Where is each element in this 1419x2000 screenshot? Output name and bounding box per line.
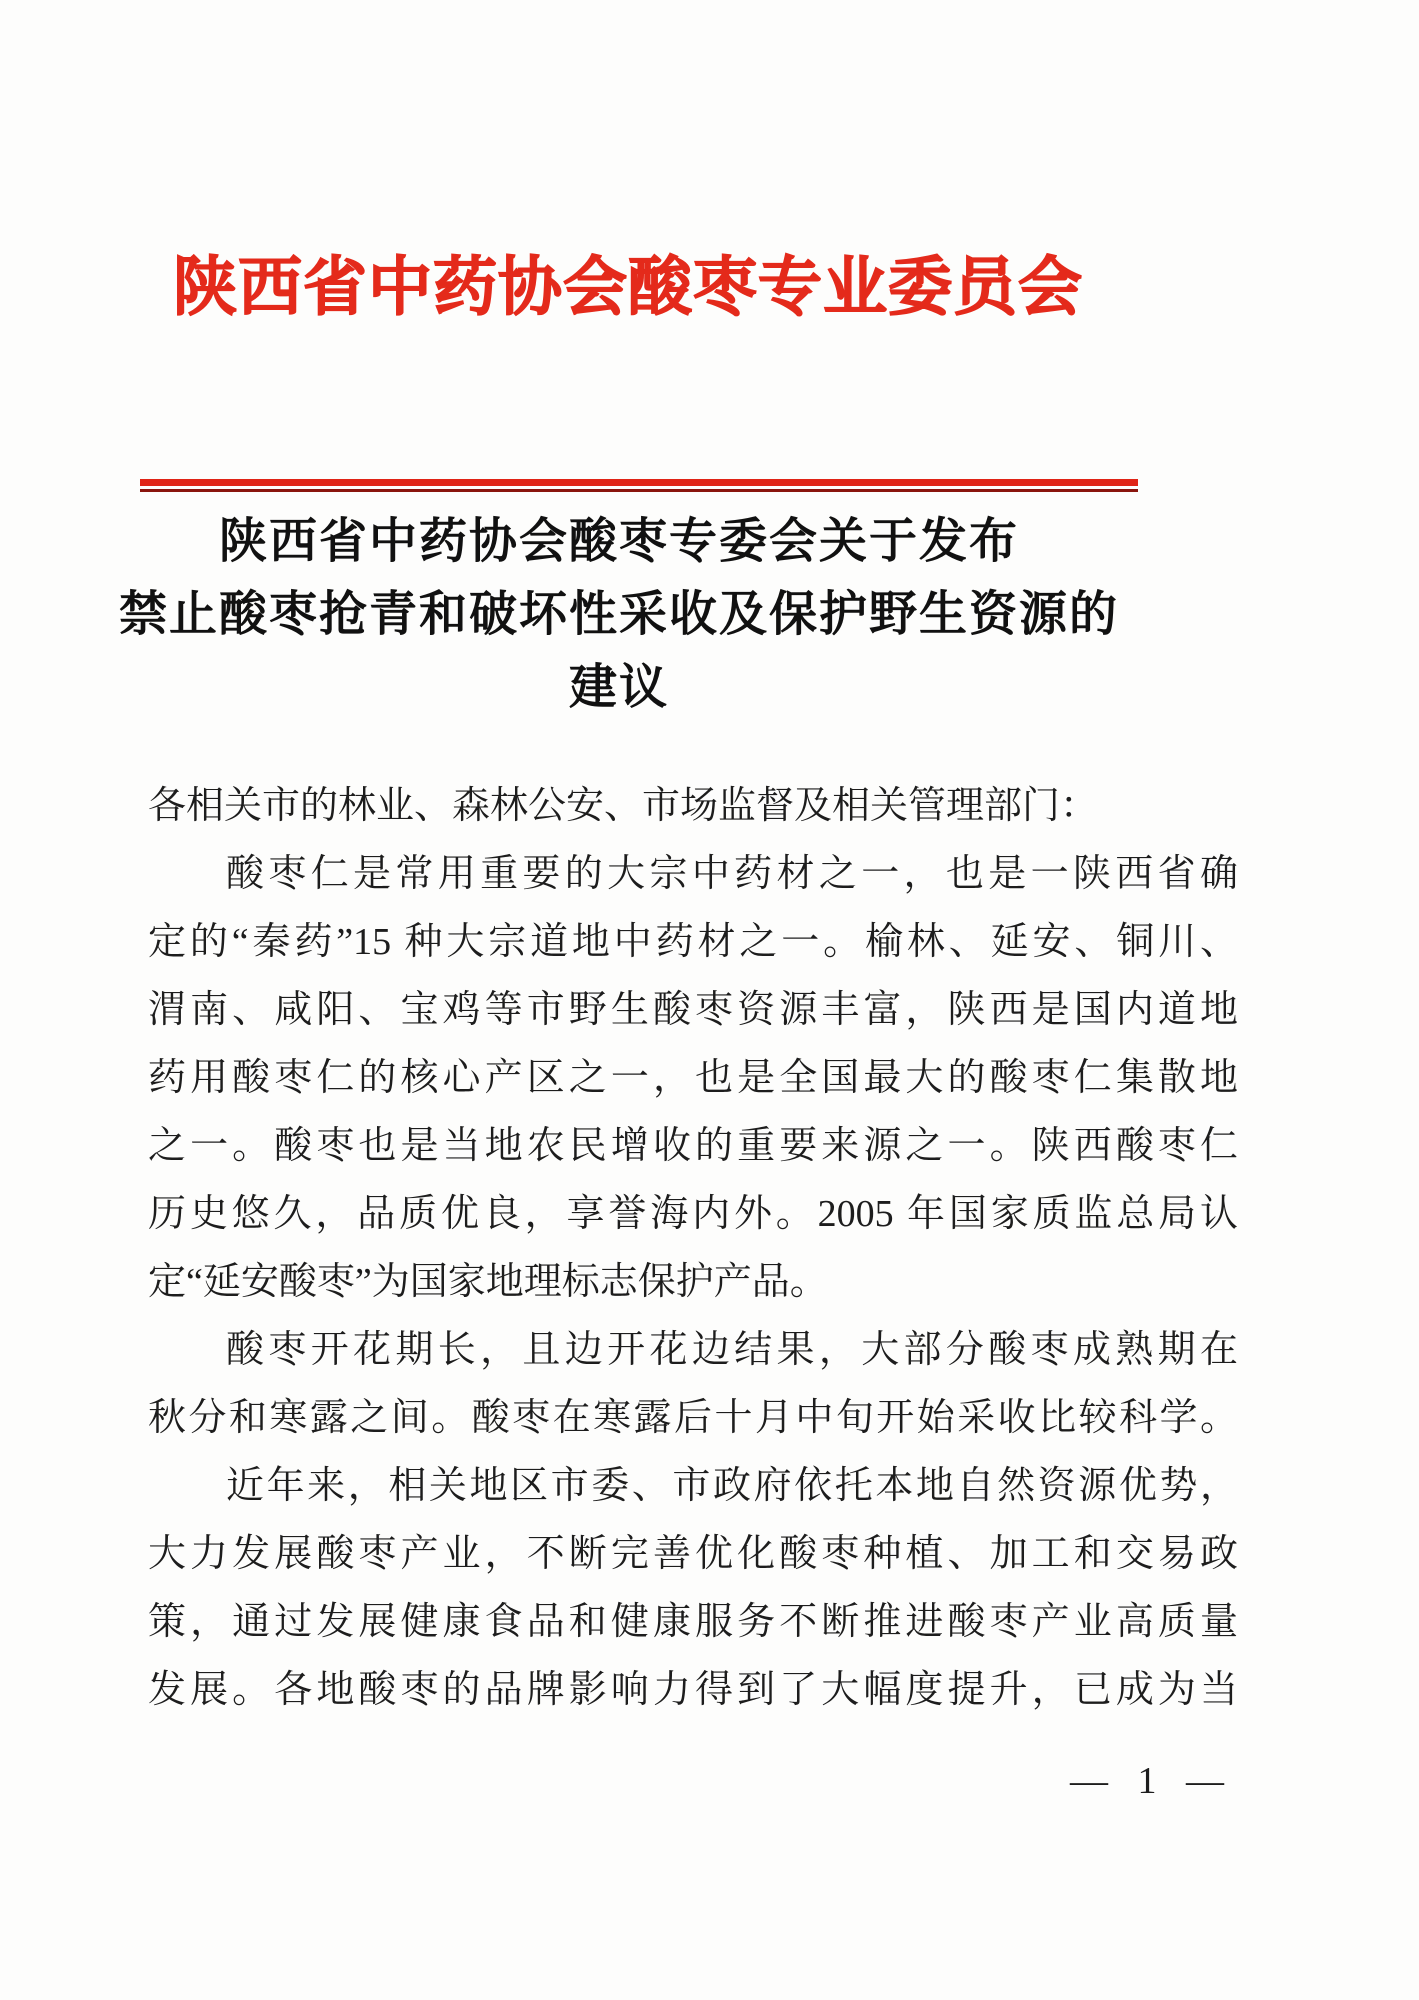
red-rule-thick-line	[140, 479, 1138, 486]
body-line: 定“延安酸枣”为国家地理标志保护产品。	[148, 1261, 828, 1303]
body-line: 大力发展酸枣产业，不断完善优化酸枣种植、加工和交易政	[148, 1533, 1238, 1575]
body-line: 策，通过发展健康食品和健康服务不断推进酸枣产业高质量	[148, 1601, 1238, 1643]
body-line: 近年来，相关地区市委、市政府依托本地自然资源优势，	[226, 1465, 1238, 1507]
letterhead-title: 陕西省中药协会酸枣专业委员会	[173, 252, 1083, 323]
document-body	[148, 772, 1238, 1724]
title-line-2: 禁止酸枣抢青和破坏性采收及保护野生资源的	[118, 588, 1119, 641]
body-line: 酸枣开花期长，且边开花边结果，大部分酸枣成熟期在	[226, 1329, 1238, 1371]
red-rule-thin-line	[140, 489, 1138, 492]
body-line: 各相关市的林业、森林公安、市场监督及相关管理部门：	[148, 785, 1099, 827]
title-line-1: 陕西省中药协会酸枣专委会关于发布	[218, 515, 1019, 568]
document-title	[0, 505, 1238, 724]
body-line: 之一。酸枣也是当地农民增收的重要来源之一。陕西酸枣仁	[148, 1125, 1238, 1167]
body-line: 秋分和寒露之间。酸枣在寒露后十月中旬开始采收比较科学。	[148, 1397, 1238, 1439]
body-line: 渭南、咸阳、宝鸡等市野生酸枣资源丰富，陕西是国内道地	[148, 989, 1238, 1031]
body-line: 历史悠久，品质优良，享誉海内外。2005 年国家质监总局认	[148, 1193, 1238, 1235]
page-number: — 1 —	[1070, 1760, 1234, 1802]
red-separator-rule	[140, 479, 1138, 492]
body-line: 定的“秦药”15 种大宗道地中药材之一。榆林、延安、铜川、	[148, 921, 1238, 963]
body-line: 酸枣仁是常用重要的大宗中药材之一，也是一陕西省确	[226, 853, 1238, 895]
body-line: 药用酸枣仁的核心产区之一，也是全国最大的酸枣仁集散地	[148, 1057, 1238, 1099]
title-line-3: 建议	[568, 661, 669, 714]
body-line: 发展。各地酸枣的品牌影响力得到了大幅度提升，已成为当	[148, 1669, 1238, 1711]
